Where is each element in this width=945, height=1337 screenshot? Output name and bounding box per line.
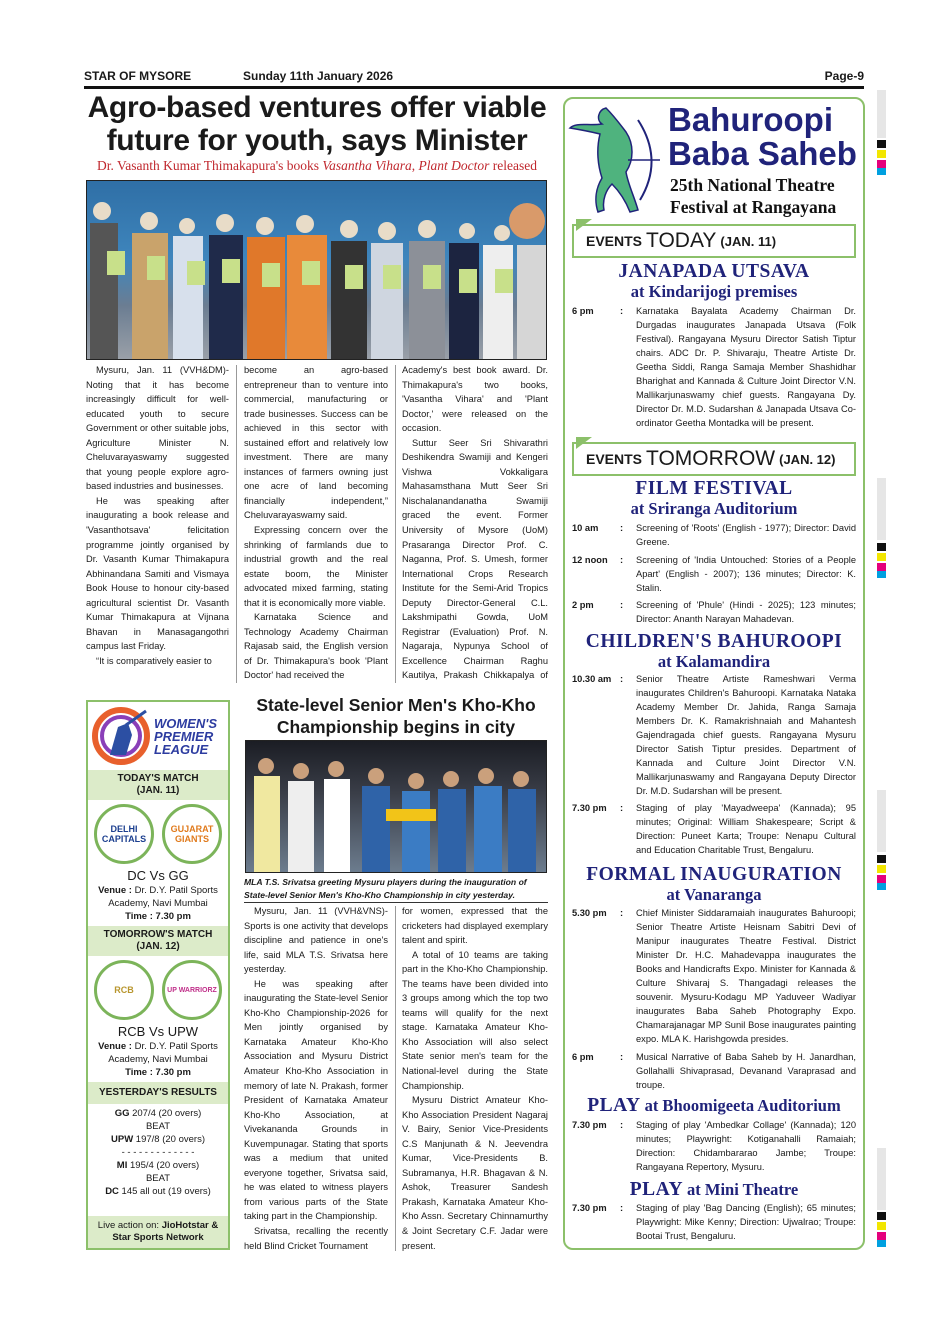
story1-headline [84, 91, 550, 157]
print-mark [877, 553, 886, 561]
print-mark [877, 160, 886, 168]
event-row: 7.30 pm : Staging of play 'Mayadweepa' (Kannada); 95 minutes; Original: William Shakespeare; Script & Direction: Puneet Karta; Troupe: Nenapu Cultural and Education Charitable Trust, Bengaluru. [572, 803, 856, 855]
venue-text: Dr. D.Y. Patil Sports Academy, Navi Mumbai [108, 1041, 218, 1065]
event-row: 5.30 pm : Chief Minister Siddaramaiah inaugurates Bahuroopi; Senior Theatre Artiste Heisnam Sabitri Devi of Manipur inaugurates Theatre Festival. District Minister Dr. H.C. Mahadevappa inaugurates the Books and Handicrafts Expo. Minister for Kannada & Culture Shivaraj S. Thangadagi releases the souvenir. Mysuru-Kodagu MP Yaduveer Wadiyar inaugurates Baba Saheb Photography Expo. Chamarajanagar MP Sunil Bose inaugurates painting expo. MLA K. Harishgowda presides. [572, 908, 856, 1044]
headline-line: future for youth, says Minister [106, 124, 528, 157]
event-time: 10.30 am [572, 674, 612, 684]
event-row: 6 pm : Karnataka Bayalata Academy Chairman Dr. Durgadas inaugurates Janapada Utsava (Folk Festival). Rangayana Mysuru Director Satish Tiptur chairs. ADC Dr. P. Shivaraju, Theatre Artiste Dr. Geetha Siddi, Ranga Samaja Member Shashidhar Bharighat and Kannada & Culture Joint Director V.N. Mallikarjunaswamy chief guests. Rangayana Dy. Director Dr. M.D. Sudarshan & Janapada Utsava Co-ordinator Geetha Montadka will be present. [572, 306, 856, 428]
paragraph: “It is comparatively easier to [96, 655, 212, 666]
print-mark [877, 865, 886, 873]
band-date: (JAN. 12) [136, 941, 180, 952]
event-row: 7.30 pm : Staging of play 'Ambedkar Collage' (Kannada); 120 minutes; Playwright: Kotiganahalli Ramaiah; Direction: Chidambararao Jambe; Troupe: Rangayana Repertory, Mysuru. [572, 1120, 856, 1172]
print-mark [877, 790, 886, 852]
players-silhouettes [246, 741, 547, 873]
paragraph: Mysuru District Amateur Kho-Kho Association President Nagaraj V. Bairy, Senior Vice-Presidents C.S Manjunath & N. Jeevendra Kumar, Vice-Presidents B. Subramanya, H.R. Bhagavan & N. Ashok, Treasurer Sandesh Prakash, Karnataka Amateur Kho-Kho Assn. Secretary Chinnamurthy & Joint Secretary C.F. Jadar were present. [402, 1095, 548, 1251]
story1-column-3 [402, 363, 548, 685]
headline-line: State-level Senior Men's Kho-Kho [256, 695, 536, 715]
page-number: Page-9 [824, 69, 864, 83]
section-play-mini-theatre [565, 1179, 863, 1200]
story1-column-1 [86, 363, 229, 685]
time-label: Time : [125, 1067, 153, 1078]
time-label: Time : [125, 911, 153, 922]
paragraph: Karnataka Science and Technology Academy Chairman Rajasab said, the English version of Dr. Thimakapura's book 'Plant Doctor' had received the [244, 612, 388, 681]
festival-subtitle-2: Festival at Rangayana [670, 197, 837, 217]
event-time: 7.30 pm [572, 803, 607, 813]
book-title: Vasantha Vihara [322, 158, 412, 173]
logo-text: PREMIER [154, 728, 214, 744]
logo-text: LEAGUE [154, 741, 209, 757]
story2-column-1 [244, 904, 388, 1254]
event-time: 7.30 pm [572, 1203, 607, 1213]
section-title: JANAPADA UTSAVA [618, 261, 810, 282]
rcb-logo: RCB [94, 960, 154, 1020]
book-title: Plant Doctor [418, 158, 490, 173]
event-row: 10 am : Screening of 'Roots' (English - 1977); Director: David Greene. [572, 523, 856, 547]
section-play-bhoomigeeta [565, 1095, 863, 1116]
paragraph: Academy's best book award. Dr. Thimakapura's two books, 'Vasantha Vihara' and 'Plant Doctor,' were released on the occasion. [402, 365, 548, 434]
photo-caption: MLA T.S. Srivatsa greeting Mysuru players during the inauguration of State-level Senior Men's Kho-Kho Championship in city yesterday. [244, 876, 548, 903]
event-time: 10 am [572, 523, 599, 533]
tomorrow-venue [88, 1040, 228, 1066]
todays-match-band [88, 770, 228, 800]
event-time: 6 pm [572, 306, 594, 316]
gujarat-giants-logo: GUJARAT GIANTS [162, 804, 222, 864]
print-mark [877, 563, 886, 571]
print-mark [877, 883, 886, 890]
newspaper-name: STAR OF MYSORE [84, 69, 192, 83]
event-row: 10.30 am : Senior Theatre Artiste Rameshwari Verma inaugurates Children's Bahuroopi. Karnataka Nataka Academy Member Dr. Jahida, Ranga Samaja Members Dr. K. Ramakrishnaiah and Mahantesh Gajendragada chief guests. Rangayana Mysuru Director Satish Tiptur presides. Department of Kannada and Culture Joint Director V.N. Mallikarjunaswamy and Rangayana Deputy Director Dr. M.D. Sudarshan will be present. [572, 674, 856, 796]
event-text: Chief Minister Siddaramaiah inaugurates Bahuroopi; Senior Theatre Artiste Heisnam Sabitri Devi of Manipur inaugurates Theatre Festival. District Minister Dr. H.C. Mahadevappa inaugurates the Books and Handicrafts Expo. Minister for Kannada & Culture Shivaraj S. Thangadagi releases the souvenir. Mysuru-Kodagu MP Yaduveer Wadiyar inaugurates Baba Saheb Photography Expo. Chamarajanagar MP Sunil Bose inaugurates painting expo. MLA K. Harishgowda presides. [636, 908, 856, 1044]
dancer-figure-icon [568, 100, 666, 218]
delhi-capitals-logo: DELHI CAPITALS [94, 804, 154, 864]
paragraph: He was speaking after inaugurating a book release and 'Vasanthotsava' felicitation programme jointly organised by Dr. Vasanth Kumar Thimakapura Abhinandana Samiti and Vismaya Book House to honour city-based agricultural scientist Dr. Vasanth Kumar Thimakapura at Vijnana Bhavan in Manasagangothri campus last Friday. [86, 495, 229, 652]
event-time: 6 pm [572, 1052, 594, 1062]
event-text: Staging of play 'Ambedkar Collage' (Kannada); 120 minutes; Playwright: Kotiganahalli Ramaiah; Direction: Chidambararao Jambe; Troupe: Rangayana Repertory, Mysuru. [636, 1120, 856, 1172]
header-rule [84, 86, 864, 89]
event-time: 7.30 pm [572, 1120, 607, 1130]
wpl-logo [88, 702, 228, 770]
people-silhouettes [87, 181, 547, 360]
kho-kho-photo [245, 740, 547, 873]
sub-text: Dr. Vasanth Kumar Thimakapura's books [96, 158, 323, 173]
day-label: TODAY [646, 229, 717, 252]
issue-date: Sunday 11th January 2026 [243, 69, 394, 83]
print-mark [877, 168, 886, 175]
results [88, 1104, 228, 1198]
section-venue: at Kindarijogi premises [630, 282, 798, 301]
event-time: 5.30 pm [572, 908, 607, 918]
event-text: Screening of 'India Untouched: Stories of a People Apart' (English - 2007); 136 minutes; Director: K. Stalin. [636, 555, 856, 593]
event-time: 12 noon [572, 555, 608, 565]
live-action-band [88, 1216, 228, 1248]
paragraph: Mysuru, Jan. 11 (VVH&DM)- Noting that it has become increasingly difficult for well-educated youth to secure Government or other suitable jobs, Agriculture Minister N. Cheluvarayaswamy suggested that young people explore agro-based industries and businesses. [86, 365, 229, 492]
print-mark [877, 1222, 886, 1230]
story2-column-2 [402, 904, 548, 1254]
section-film-festival [565, 478, 863, 519]
festival-subtitle-1: 25th National Theatre [670, 175, 835, 195]
print-mark [877, 1232, 886, 1240]
print-mark [877, 1212, 886, 1220]
sub-text: released [489, 158, 537, 173]
date-label: (JAN. 12) [779, 451, 836, 467]
headline-line: Championship begins in city [276, 717, 516, 737]
time-text: 7.30 pm [152, 1067, 191, 1078]
festival-title-2: Baba Saheb [668, 135, 857, 172]
event-text: Staging of play 'Bag Dancing (English); 65 minutes; Playwright: Mike Kenny; Direction: Ujwalrao; Troupe: Bootai Trust, Bengaluru. [636, 1203, 856, 1241]
section-title: FILM FESTIVAL [635, 478, 793, 499]
event-text: Senior Theatre Artiste Rameshwari Verma inaugurates Children's Bahuroopi. Karnataka Nataka Academy Member Dr. Jahida, Ranga Samaja Members Dr. K. Ramakrishnaiah and Mahantesh Gajendragada chief guests. Rangayana Mysuru Director Satish Tiptur presides. Department of Kannada and Culture Joint Director V.N. Mallikarjunaswamy and Rangayana Deputy Director Dr. M.D. Sudarshan will be present. [636, 674, 856, 796]
score: 207/4 (20 overs) [129, 1108, 202, 1119]
print-mark [877, 543, 886, 551]
venue-text: Dr. D.Y. Patil Sports Academy, Navi Mumbai [108, 885, 218, 909]
tomorrow-team-logos [88, 956, 228, 1020]
section-title: CHILDREN'S BAHUROOPI [585, 631, 843, 652]
today-fixture: DC Vs GG [127, 868, 189, 883]
events-label: EVENTS [586, 451, 643, 467]
headline-line: Agro-based ventures offer viable [87, 91, 547, 124]
team: UPW [111, 1134, 134, 1145]
paragraph: A total of 10 teams are taking part in the Kho-Kho Championship. The teams have been divided into 3 groups among which the top two teams will qualify for the next stage. Karnataka Amateur Kho-Kho Association will also select State senior men's team for the National-level during the State Championship. [402, 949, 548, 1091]
section-title: FORMAL INAUGURATION [586, 864, 842, 885]
live-label: Live action on: [97, 1220, 162, 1231]
paragraph: Expressing concern over the shrinking of farmlands due to industrial growth and the real estate boom, the Minister advocated mixed farming, stating that it is economically more viable. [244, 525, 388, 608]
separator: - - - - - - - - - - - - - [121, 1147, 195, 1158]
band-label: TOMORROW'S MATCH [103, 929, 213, 940]
print-mark [877, 571, 886, 578]
tomorrow-time [88, 1066, 228, 1079]
paragraph: Mysuru, Jan. 11 (VVH&VNS)- Sports is one activity that develops discipline and patience in one's life, said MLA T.S. Srivatsa here yesterday. [244, 906, 388, 975]
festival-title-1: Bahuroopi [668, 101, 833, 138]
event-row: 7.30 pm : Staging of play 'Bag Dancing (English); 65 minutes; Playwright: Mike Kenny; Direction: Ujwalrao; Troupe: Bootai Trust, Bengaluru. [572, 1203, 856, 1241]
events-label: EVENTS [586, 233, 643, 249]
wpl-batter-logo-icon [92, 705, 150, 767]
print-mark [877, 478, 886, 540]
section-title: PLAY [629, 1179, 684, 1200]
score: 197/8 (20 overs) [133, 1134, 205, 1145]
print-mark [877, 140, 886, 148]
time-text: 7.30 pm [152, 911, 191, 922]
today-time [88, 910, 228, 923]
story1-column-2 [244, 363, 388, 685]
event-row: 2 pm : Screening of 'Phule' (Hindi - 2025); 123 minutes; Director: Ananth Narayan Mahadevan. [572, 600, 856, 624]
paragraph: Suttur Seer Sri Shivarathri Deshikendra Swamiji and Kengeri Vishwa Vokkaligara Mahasamsthana Mutt Seer Sri Nischalanandanatha Swamiji graced the event. Former University of Mysore (UoM) Prasaranga Director Prof. C. Naganna, Prof. S. Umesh, former International Crops Research Institute for the Semi-Arid Tropics Deputy Director-General C.L. Lakshmipathi Gowda, UoM Registrar (Evaluation) Prof. N. Nagaraja, Nypunya School of Excellence Chairman Raghu Kautilya, Prakash Chikkapalya of [402, 437, 548, 681]
paragraph: He was speaking after inaugurating the State-level Senior Kho-Kho Championship-2026 for Men jointly organised by Karnataka Amateur Kho-Kho Association and Mysuru District Amateur Kho-Kho Association in memory of late N. Prakash, former President of Karnataka Amateur Kho-Kho Association, at Vivekananda Grounds in Kuvempunagar. Stating that sports was a medium that united everyone together, Srivatsa said, he was elated to witness players from various parts of the State taking part in the Championship. [244, 978, 388, 1222]
today-venue [88, 884, 228, 910]
paragraph: Srivatsa, recalling the recently held Blind Cricket Tournament [244, 1226, 388, 1251]
event-text: Musical Narrative of Baba Saheb by H. Janardhan, Gollahalli Shivaprasad, Devanand Varaprasad and troupe. [636, 1052, 856, 1090]
results-band: YESTERDAY'S RESULTS [88, 1082, 228, 1104]
today-team-logos [88, 800, 228, 864]
venue-label: Venue : [98, 885, 132, 896]
broadcaster: JioHotstar & Star Sports Network [112, 1220, 219, 1243]
print-mark [877, 855, 886, 863]
print-mark [877, 1240, 886, 1247]
score: 195/4 (20 overs) [127, 1160, 200, 1171]
date-label: (JAN. 11) [720, 233, 777, 249]
section-venue: at Kalamandira [657, 652, 771, 671]
beat-label: BEAT [145, 1121, 171, 1132]
team: DC [105, 1186, 119, 1197]
events-tomorrow-banner [572, 442, 856, 476]
print-mark [877, 875, 886, 883]
up-warriorz-logo: UP WARRIORZ [162, 960, 222, 1020]
event-text: Screening of 'Roots' (English - 1977); Director: David Greene. [636, 523, 856, 547]
section-venue: at Sriranga Auditorium [630, 499, 798, 518]
book-release-photo [86, 180, 547, 360]
event-row: 12 noon : Screening of 'India Untouched: Stories of a People Apart' (English - 2007); 136 minutes; Director: K. Stalin. [572, 555, 856, 593]
event-text: Karnataka Bayalata Academy Chairman Dr. Durgadas inaugurates Janapada Utsava (Folk Festival). Rangayana Mysuru Director Satish Tiptur chairs. ADC Dr. P. Shivaraju, Theatre Artiste Dr. Geetha Siddi, Ranga Samaja Member Shashidhar Bharighat and Kannada & Culture Joint Director V.N. Mallikarjunaswamy chief guests. Rangayana Dy. Director Dr. M.D. Sudarshan & Janapada Utsava Co-ordinator Geetha Montadka will be present. [636, 306, 856, 428]
events-today-banner [572, 224, 856, 258]
band-label: TODAY'S MATCH [117, 773, 199, 784]
team: GG [114, 1108, 130, 1119]
event-text: Screening of 'Phule' (Hindi - 2025); 123 minutes; Director: Ananth Narayan Mahadevan. [636, 600, 856, 624]
wpl-panel [86, 700, 230, 1250]
paragraph: become an agro-based entrepreneur than to venture into commercial, manufacturing or trade businesses. Success can be achieved in this sector with sustained effort and relatively low investment. There are many instances of farmers owning just one acre of land becoming financially independent,” Cheluvarayaswamy said. [244, 365, 388, 521]
venue-label: Venue : [98, 1041, 132, 1052]
column-divider [236, 365, 237, 683]
print-mark [877, 1148, 886, 1210]
column-divider [395, 906, 396, 1251]
score: 145 all out (19 overs) [118, 1186, 211, 1197]
column-divider [395, 365, 396, 683]
team: MI [116, 1160, 128, 1171]
tomorrows-match-band [88, 926, 228, 956]
event-text: Staging of play 'Mayadweepa' (Kannada); 95 minutes; Original: William Shakespeare; Script & Direction: Puneet Karta; Troupe: Nenapu Cultural and Education Charitable Trust, Bengaluru. [636, 803, 856, 855]
band-date: (JAN. 11) [136, 785, 180, 796]
beat-label: BEAT [145, 1173, 171, 1184]
paragraph: for women, expressed that the cricketers had displayed exemplary talent and spirit. [402, 906, 548, 946]
section-childrens-bahuroopi [565, 631, 863, 672]
section-venue: at Bhoomigeeta Auditorium [644, 1096, 841, 1115]
print-mark [877, 150, 886, 158]
section-title: PLAY [587, 1095, 641, 1116]
event-row: 6 pm : Musical Narrative of Baba Saheb by H. Janardhan, Gollahalli Shivaprasad, Devanand Varaprasad and troupe. [572, 1052, 856, 1090]
story1-subheadline [84, 158, 550, 174]
day-label: TOMORROW [646, 447, 776, 470]
event-time: 2 pm [572, 600, 594, 610]
section-venue: at Vanaranga [666, 885, 762, 904]
tomorrow-fixture: RCB Vs UPW [117, 1024, 199, 1039]
sub-text: , [411, 158, 419, 173]
section-venue: at Mini Theatre [687, 1180, 799, 1199]
logo-text: WOMEN'S [154, 715, 218, 731]
print-mark [877, 90, 886, 138]
section-formal-inauguration [565, 864, 863, 905]
story2-headline [243, 694, 549, 738]
section-janapada [565, 261, 863, 302]
